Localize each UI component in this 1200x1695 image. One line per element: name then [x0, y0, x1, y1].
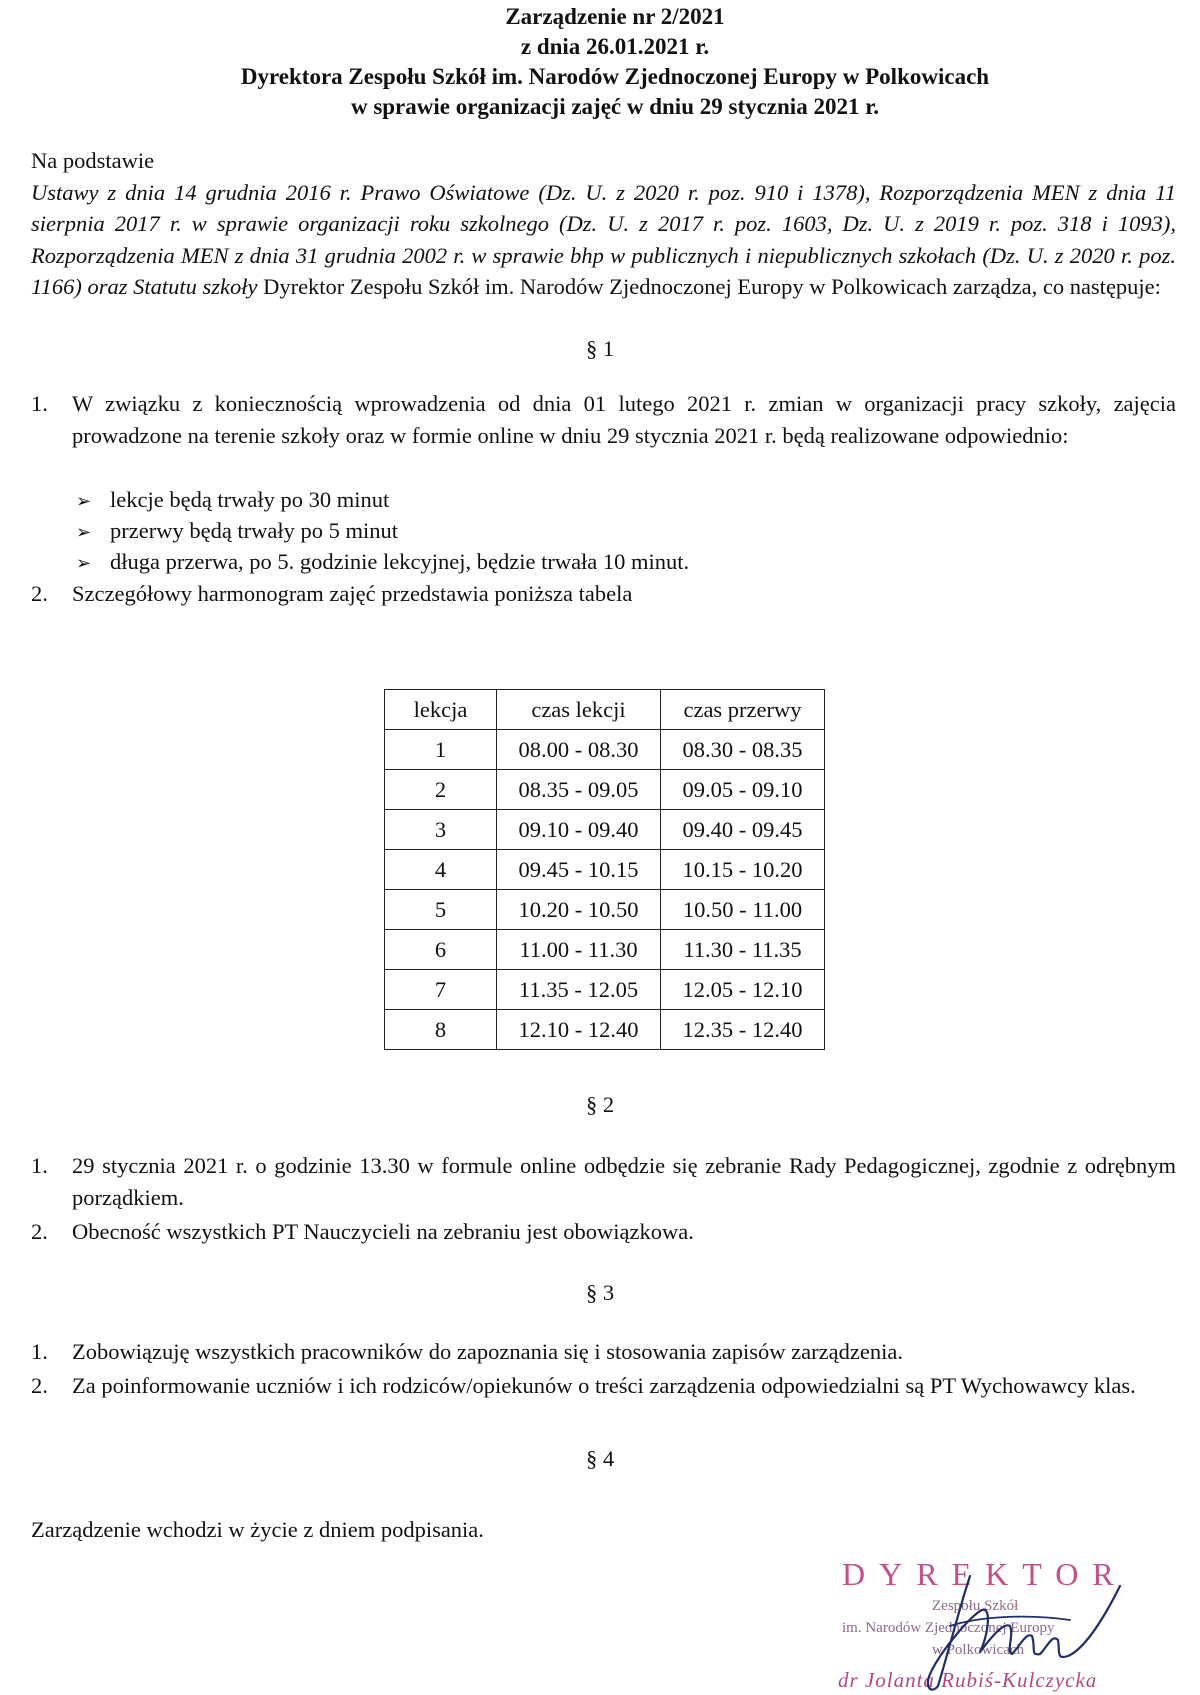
break-time: 12.05 - 12.10	[661, 970, 825, 1010]
stamp-line-1: Zespołu Szkół	[932, 1598, 1019, 1614]
lesson-number: 3	[385, 810, 497, 850]
section-2-heading: § 2	[585, 1092, 615, 1117]
stamp-line-2: im. Narodów Zjednoczonej Europy	[842, 1620, 1055, 1636]
lesson-number: 6	[385, 930, 497, 970]
arrow-bullet-icon: ➢	[76, 522, 92, 542]
section-1-item-2-text: Szczegółowy harmonogram zajęć przedstawia poniższa tabela	[72, 581, 633, 606]
column-header: czas lekcji	[497, 690, 661, 730]
lesson-number: 2	[385, 770, 497, 810]
lesson-number: 5	[385, 890, 497, 930]
schedule-table	[384, 689, 825, 1050]
section-2-item-1-text: 29 stycznia 2021 r. o godzinie 13.30 w formule online odbędzie się zebranie Rady Pedagogicznej, zgodnie z odrębnym porządkiem.	[72, 1153, 1176, 1210]
director-stamp	[820, 1556, 1200, 1695]
stamp-line-3: w Polkowicach	[932, 1642, 1025, 1658]
lesson-time: 08.00 - 08.30	[497, 730, 661, 770]
document-header	[0, 2, 1200, 122]
bullet-item	[76, 546, 689, 579]
column-header: czas przerwy	[661, 690, 825, 730]
table-row	[385, 970, 825, 1010]
stamp-director-name: dr Jolanta Rubiś-Kulczycka	[838, 1668, 1098, 1692]
section-3-item-1-text: Zobowiązuję wszystkich pracowników do zapoznania się i stosowania zapisów zarządzenia.	[72, 1339, 903, 1364]
lesson-time: 11.00 - 11.30	[497, 930, 661, 970]
lesson-number: 7	[385, 970, 497, 1010]
break-time: 08.30 - 08.35	[661, 730, 825, 770]
section-2-item-2-number: 2.	[31, 1219, 48, 1244]
table-row	[385, 1010, 825, 1050]
lesson-number: 4	[385, 850, 497, 890]
table-row	[385, 730, 825, 770]
table-row	[385, 770, 825, 810]
column-header: lekcja	[385, 690, 497, 730]
section-3-item-1-number: 1.	[31, 1339, 48, 1364]
break-time: 10.50 - 11.00	[661, 890, 825, 930]
bullet-item	[76, 484, 389, 517]
issuer-line: Dyrektora Zespołu Szkół im. Narodów Zjednoczonej Europy w Polkowicach	[240, 64, 990, 89]
bullet-text: lekcje będą trwały po 30 minut	[110, 487, 390, 512]
break-time: 12.35 - 12.40	[661, 1010, 825, 1050]
section-3-heading: § 3	[585, 1280, 615, 1305]
bullet-text: długa przerwa, po 5. godzinie lekcyjnej, będzie trwała 10 minut.	[110, 549, 690, 574]
section-3-item-2-number: 2.	[31, 1373, 48, 1398]
lesson-time: 08.35 - 09.05	[497, 770, 661, 810]
legal-basis	[31, 145, 1176, 303]
section-1-item-2-number: 2.	[31, 581, 48, 606]
break-time: 11.30 - 11.35	[661, 930, 825, 970]
lesson-number: 8	[385, 1010, 497, 1050]
legal-basis-acts: Ustawy z dnia 14 grudnia 2016 r. Prawo Oświatowe (Dz. U. z 2020 r. poz. 910 i 1378), Rozporządzenia MEN z dnia 11 sierpnia 2017 r. w sprawie organizacji roku szkolnego (Dz. U. z 2017 r. poz. 1603, Dz. U. z 2019 r. poz. 318 i 1093), Rozporządzenia MEN z dnia 31 grudnia 2002 r. w sprawie bhp w publicznych i niepublicznych szkołach (Dz. U. z 2020 r. poz. 1166) oraz Statutu szkoły	[31, 179, 1176, 299]
order-date: z dnia 26.01.2021 r.	[520, 34, 710, 59]
section-2-item-2-text: Obecność wszystkich PT Nauczycieli na zebraniu jest obowiązkowa.	[72, 1219, 694, 1244]
section-1-heading: § 1	[585, 336, 615, 361]
section-1-item-1-text: W związku z koniecznością wprowadzenia od dnia 01 lutego 2021 r. zmian w organizacji pracy szkoły, zajęcia prowadzone na terenie szkoły oraz w formie online w dniu 29 stycznia 2021 r. będą realizowane odpowiednio:	[72, 391, 1176, 448]
table-row	[385, 850, 825, 890]
table-row	[385, 810, 825, 850]
lesson-time: 11.35 - 12.05	[497, 970, 661, 1010]
legal-basis-intro: Na podstawie	[31, 148, 155, 173]
table-header-row	[385, 690, 825, 730]
bullet-item	[76, 515, 398, 548]
section-4-heading: § 4	[585, 1446, 615, 1471]
lesson-time: 09.10 - 09.40	[497, 810, 661, 850]
legal-basis-statement: Dyrektor Zespołu Szkół im. Narodów Zjednoczonej Europy w Polkowicach zarządza, co następuje:	[257, 274, 1161, 299]
arrow-bullet-icon: ➢	[76, 491, 92, 511]
lesson-time: 10.20 - 10.50	[497, 890, 661, 930]
break-time: 10.15 - 10.20	[661, 850, 825, 890]
lesson-number: 1	[385, 730, 497, 770]
table-row	[385, 930, 825, 970]
break-time: 09.05 - 09.10	[661, 770, 825, 810]
section-1-item-1-number: 1.	[31, 391, 48, 416]
stamp-title: DYREKTOR	[842, 1556, 1128, 1592]
lesson-time: 09.45 - 10.15	[497, 850, 661, 890]
order-number: Zarządzenie nr 2/2021	[505, 4, 725, 29]
section-2-item-1-number: 1.	[31, 1153, 48, 1178]
closing-statement: Zarządzenie wchodzi w życie z dniem podpisania.	[31, 1517, 484, 1542]
arrow-bullet-icon: ➢	[76, 553, 92, 573]
bullet-text: przerwy będą trwały po 5 minut	[110, 518, 399, 543]
break-time: 09.40 - 09.45	[661, 810, 825, 850]
table-row	[385, 890, 825, 930]
section-3-item-2-text: Za poinformowanie uczniów i ich rodziców/opiekunów o treści zarządzenia odpowiedzialni są PT Wychowawcy klas.	[72, 1373, 1136, 1398]
order-subject: w sprawie organizacji zajęć w dniu 29 stycznia 2021 r.	[350, 94, 880, 119]
lesson-time: 12.10 - 12.40	[497, 1010, 661, 1050]
